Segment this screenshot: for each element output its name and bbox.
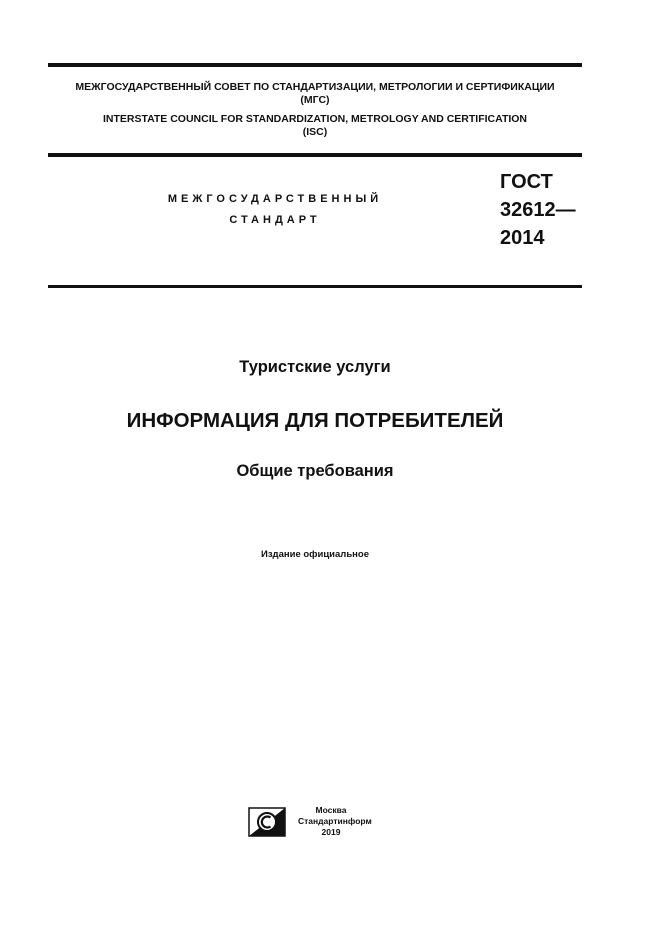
top-rule bbox=[48, 63, 582, 67]
standard-code bbox=[500, 168, 576, 252]
publisher-name: Стандартинформ bbox=[298, 816, 372, 826]
document-subtitle: Общие требования bbox=[236, 462, 394, 480]
standard-code-prefix: ГОСТ bbox=[500, 171, 553, 193]
standard-type-line1: МЕЖГОСУДАРСТВЕННЫЙ bbox=[167, 193, 383, 205]
publisher-city: Москва bbox=[315, 805, 347, 815]
document-subject: Туристские услуги bbox=[239, 358, 391, 376]
publisher-logo-icon bbox=[248, 807, 286, 837]
council-en-name: INTERSTATE COUNCIL FOR STANDARDIZATION, METROLOGY AND CERTIFICATION bbox=[102, 113, 528, 125]
header-rule bbox=[48, 153, 582, 157]
council-ru-abbr: (МГС) bbox=[300, 94, 330, 106]
council-ru bbox=[48, 81, 582, 107]
publisher-info bbox=[298, 805, 372, 838]
council-en bbox=[48, 113, 582, 139]
edition-note: Издание официальное bbox=[261, 549, 369, 560]
council-en-abbr: (ISC) bbox=[302, 126, 328, 138]
standard-type-line2: СТАНДАРТ bbox=[229, 214, 321, 226]
code-rule bbox=[48, 285, 582, 288]
publisher-year: 2019 bbox=[321, 827, 341, 837]
council-ru-name: МЕЖГОСУДАРСТВЕННЫЙ СОВЕТ ПО СТАНДАРТИЗАЦИИ, МЕТРОЛОГИИ И СЕРТИФИКАЦИИ bbox=[75, 81, 555, 93]
document-title: ИНФОРМАЦИЯ ДЛЯ ПОТРЕБИТЕЛЕЙ bbox=[126, 409, 504, 432]
standard-code-number: 32612— bbox=[500, 199, 576, 221]
standard-code-year: 2014 bbox=[500, 227, 545, 249]
